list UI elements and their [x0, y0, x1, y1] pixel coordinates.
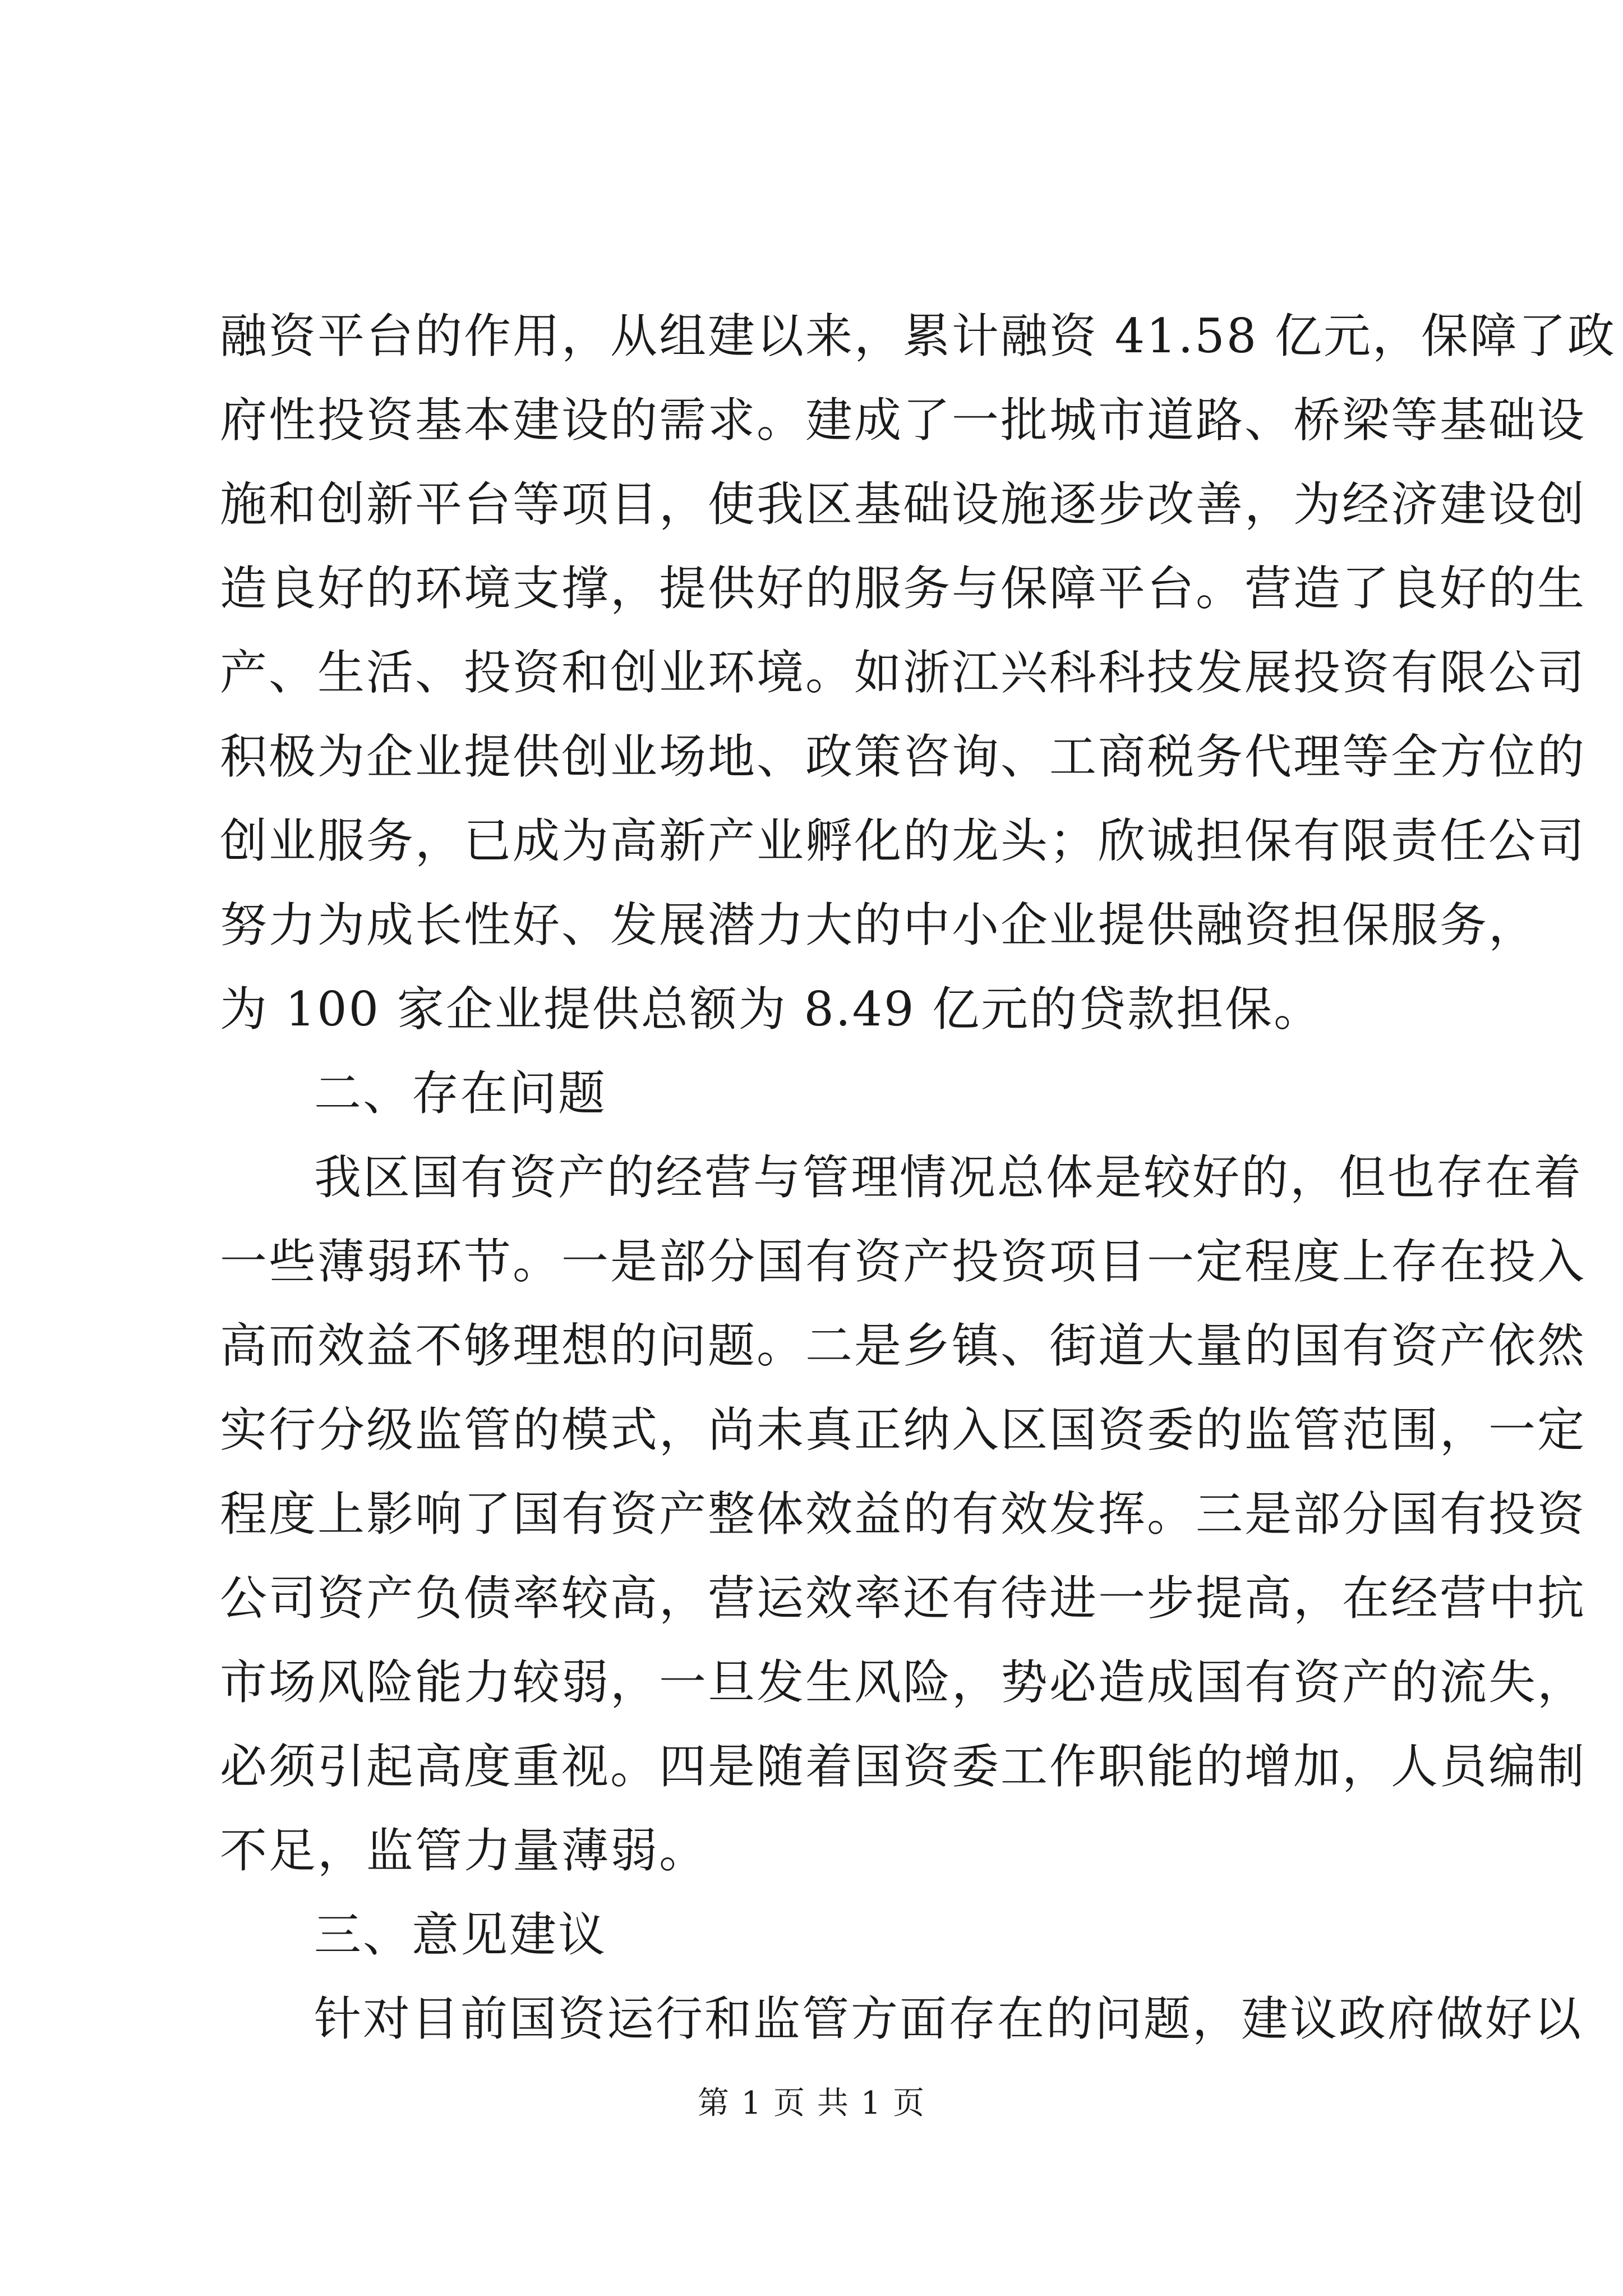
paragraph-line: 造良好的环境支撑，提供好的服务与保障平台。营造了良好的生 — [220, 561, 1587, 616]
paragraph-line: 努力为成长性好、发展潜力大的中小企业提供融资担保服务， — [220, 898, 1538, 953]
section-heading-suggestions: 三、意见建议 — [314, 1907, 607, 1962]
paragraph-line: 一些薄弱环节。一是部分国有资产投资项目一定程度上存在投入 — [220, 1234, 1587, 1289]
paragraph-line: 我区国有资产的经营与管理情况总体是较好的，但也存在着 — [314, 1150, 1583, 1205]
paragraph-line: 融资平台的作用，从组建以来，累计融资 41.58 亿元，保障了政 — [220, 309, 1616, 364]
paragraph-line: 不足，监管力量薄弱。 — [220, 1823, 708, 1878]
page-footer: 第 1 页 共 1 页 — [697, 2085, 926, 2122]
paragraph-line: 针对目前国资运行和监管方面存在的问题，建议政府做好以 — [314, 1991, 1583, 2046]
paragraph-line: 积极为企业提供创业场地、政策咨询、工商税务代理等全方位的 — [220, 729, 1587, 784]
paragraph-line: 为 100 家企业提供总额为 8.49 亿元的贷款担保。 — [220, 982, 1323, 1037]
document-body — [220, 294, 1616, 2061]
paragraph-line: 实行分级监管的模式，尚未真正纳入区国资委的监管范围，一定 — [220, 1402, 1587, 1457]
paragraph-line: 施和创新平台等项目，使我区基础设施逐步改善，为经济建设创 — [220, 477, 1587, 532]
paragraph-line: 产、生活、投资和创业环境。如浙江兴科科技发展投资有限公司 — [220, 645, 1587, 700]
paragraph-line: 公司资产负债率较高，营运效率还有待进一步提高，在经营中抗 — [220, 1571, 1587, 1626]
paragraph-line: 府性投资基本建设的需求。建成了一批城市道路、桥梁等基础设 — [220, 393, 1587, 448]
paragraph-line: 程度上影响了国有资产整体效益的有效发挥。三是部分国有投资 — [220, 1487, 1587, 1542]
paragraph-line: 市场风险能力较弱，一旦发生风险，势必造成国有资产的流失， — [220, 1655, 1587, 1710]
section-heading-problems: 二、存在问题 — [314, 1066, 607, 1121]
paragraph-line: 高而效益不够理想的问题。二是乡镇、街道大量的国有资产依然 — [220, 1318, 1587, 1373]
paragraph-line: 创业服务，已成为高新产业孵化的龙头；欣诚担保有限责任公司 — [220, 813, 1587, 868]
paragraph-line: 必须引起高度重视。四是随着国资委工作职能的增加，人员编制 — [220, 1739, 1587, 1794]
